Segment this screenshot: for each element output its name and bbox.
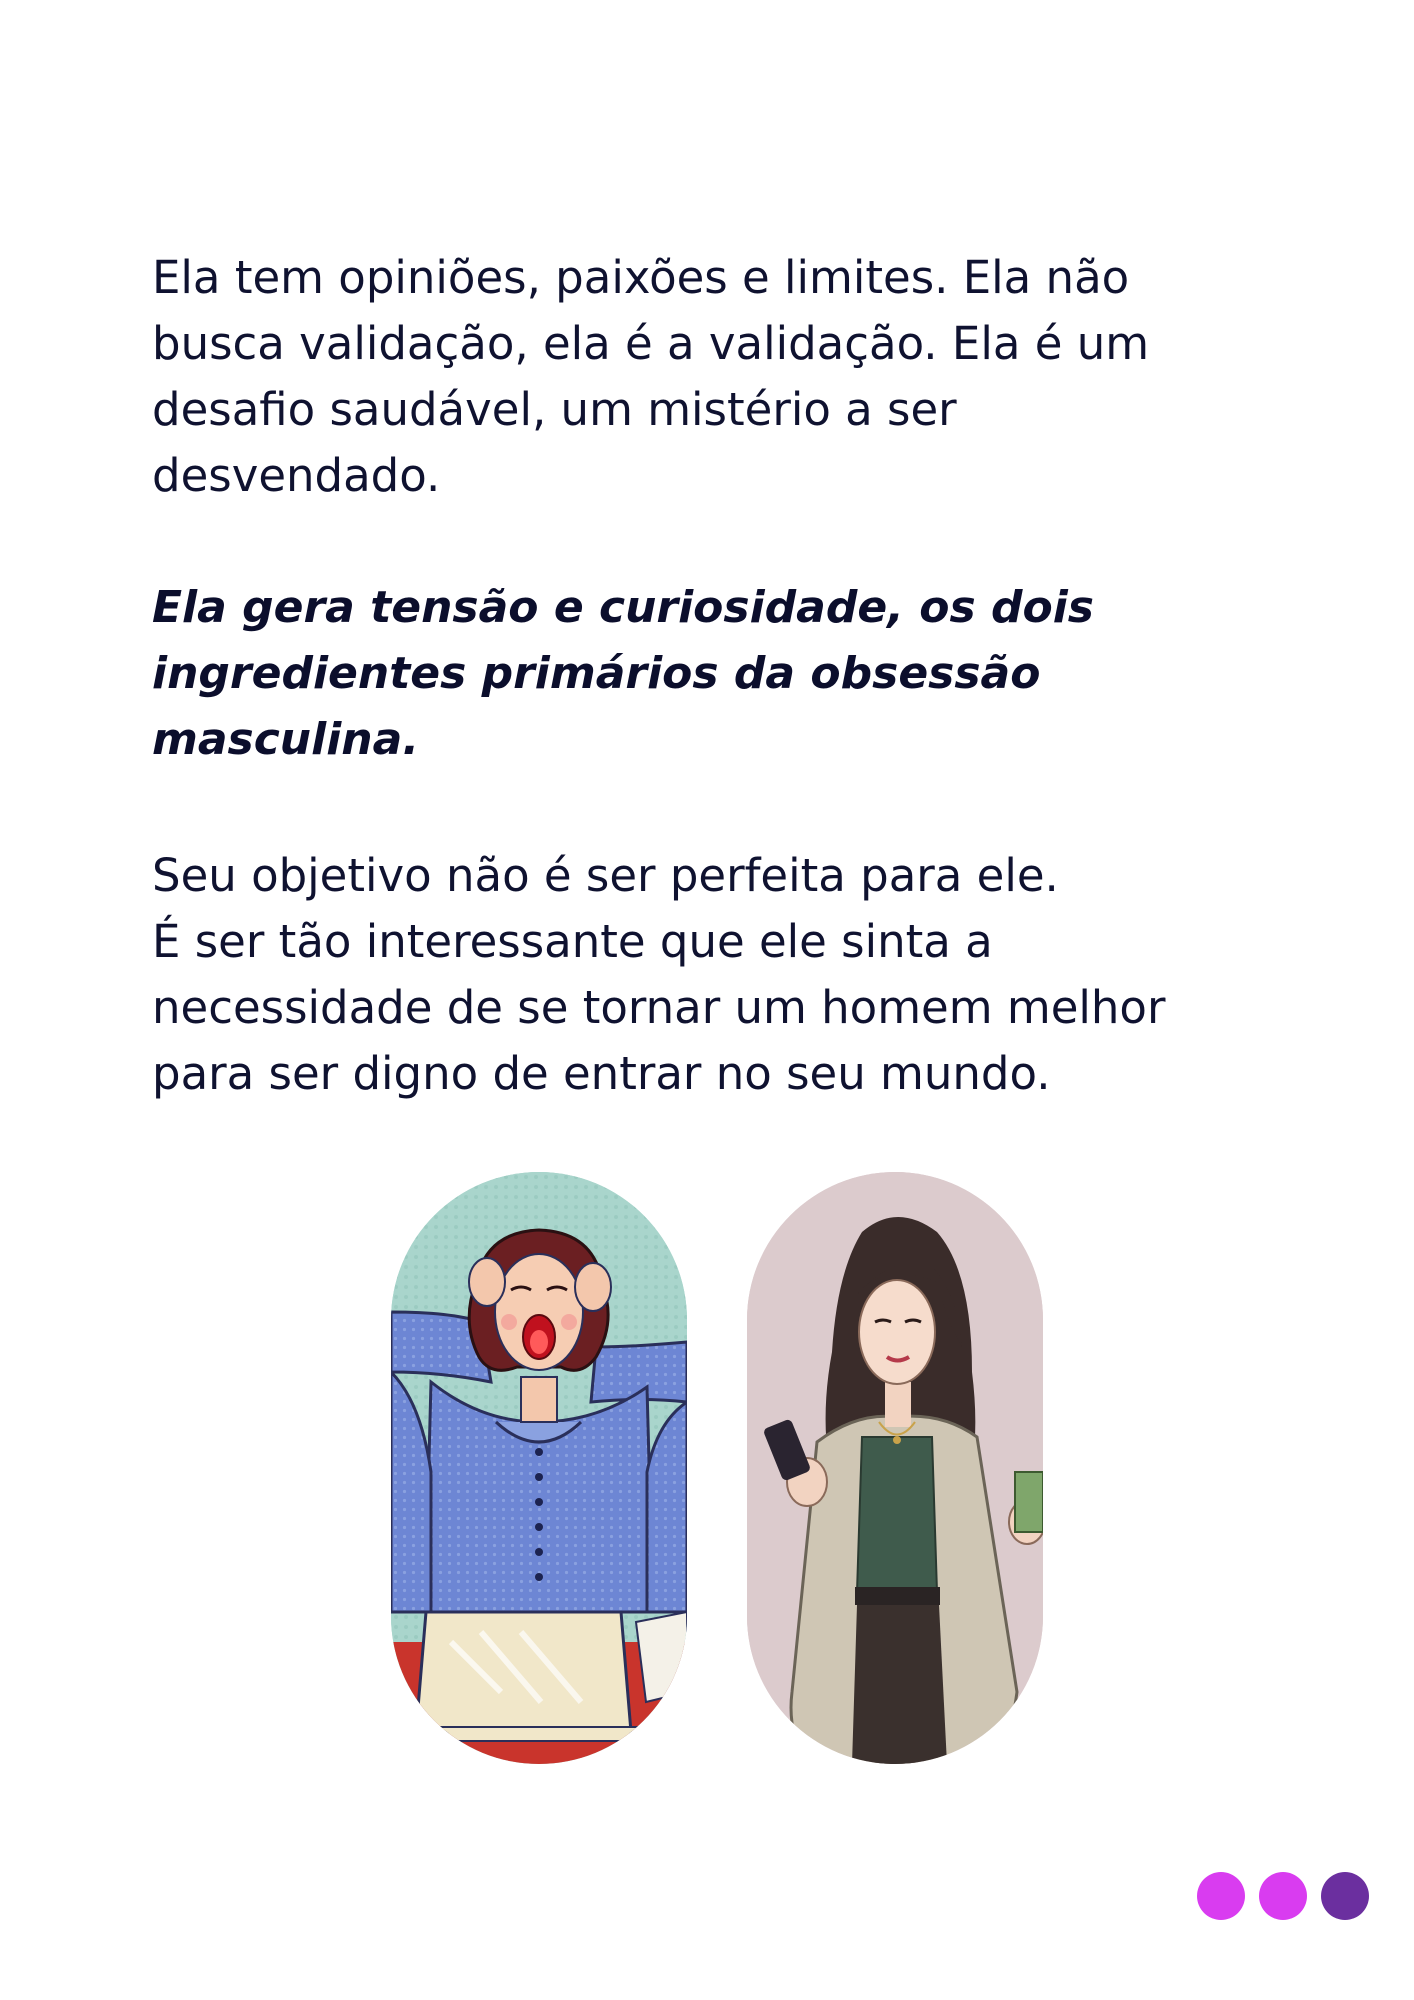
intro-line: Ela tem opiniões, paixões e limites. Ela não <box>152 251 1130 304</box>
confident-woman-illustration <box>747 1172 1043 1764</box>
emphasis-line: masculina. <box>152 714 420 765</box>
magenta-dot <box>1259 1872 1307 1920</box>
closing-line: para ser digno de entrar no seu mundo. <box>152 1047 1051 1100</box>
magenta-dot <box>1197 1872 1245 1920</box>
closing-paragraph <box>152 843 1282 1107</box>
confident-woman-drawing <box>747 1172 1043 1764</box>
emphasis-line: Ela gera tensão e curiosidade, os dois <box>152 582 1094 633</box>
closing-line: É ser tão interessante que ele sinta a <box>152 915 993 968</box>
intro-line: desvendado. <box>152 449 441 502</box>
emphasis-paragraph <box>152 575 1282 773</box>
intro-line: busca validação, ela é a validação. Ela é um <box>152 317 1150 370</box>
purple-dot <box>1321 1872 1369 1920</box>
stressed-woman-illustration <box>391 1172 687 1764</box>
intro-paragraph <box>152 245 1282 509</box>
intro-line: desafio saudável, um mistério a ser <box>152 383 957 436</box>
emphasis-line: ingredientes primários da obsessão <box>152 648 1041 699</box>
stressed-woman-drawing <box>391 1172 687 1764</box>
closing-line: necessidade de se tornar um homem melhor <box>152 981 1166 1034</box>
closing-line: Seu objetivo não é ser perfeita para ele. <box>152 849 1059 902</box>
